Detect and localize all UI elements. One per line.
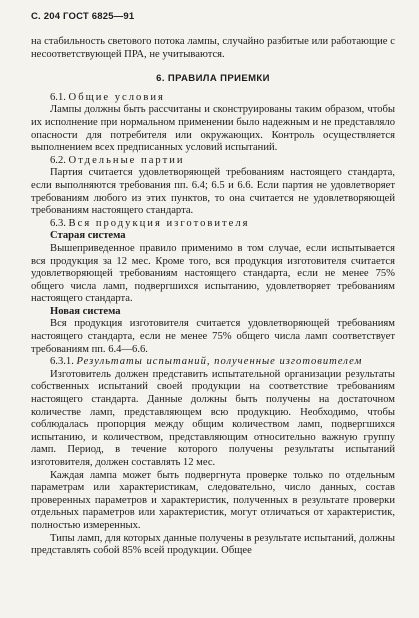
clause-6-3-1-paragraph-2: Каждая лампа может быть подвергнута проверке только по отдельным параметрам или характеристикам, следовательно, число данных, состав проверенных параметров и характеристик, полученных в результате проверки отдельных параметров или характеристик, могут отличаться от характеристик, полностью измеренных. <box>31 469 395 531</box>
clause-6-3-1-paragraph-1: Изготовитель должен представить испытательной организации результаты собственных испытаний своей продукции на соответствие требованиям настоящего стандарта. Данные должны быть получены на достаточном количестве ламп, представляющем всю продукцию. Необходимо, чтобы соблюдалась пропорция между общим количеством ламп, подвергшихся испытанию, и количеством, представляющим относительно важную группу ламп. Период, в течение которого получены результаты испытаний изготовителя, должен составлять 12 мес. <box>31 368 395 468</box>
clause-title: Результаты испытаний, полученные изготовителем <box>76 356 363 368</box>
clause-6-3-1-paragraph-3: Типы ламп, для которых данные получены в результате испытаний, должны представлять собой 85% всей продукции. Общее <box>31 532 395 557</box>
page-header: С. 204 ГОСТ 6825—91 <box>31 11 135 22</box>
clause-number: 6.1. <box>50 91 66 103</box>
clause-title: Отдельные партии <box>68 154 185 166</box>
clause-number: 6.3. <box>50 217 66 229</box>
clause-title: Общие условия <box>68 91 165 103</box>
old-system-text: Вышеприведенное правило применимо в том случае, если испытывается вся продукция за 12 мес. Кроме того, вся продукция изготовителя считается удовлетворяющей требованиям настоящего стандарта, если не менее 75% общего числа ламп, подвергшихся испытанию, удовлетворяет требованиям настоящего стандарта. <box>31 242 395 305</box>
clause-number: 6.2. <box>50 154 66 166</box>
clause-6-1-text: Лампы должны быть рассчитаны и сконструированы таким образом, чтобы их исполнение при нормальном применении было надежным и не представляло опасности для потребителя или окружающих. Контроль осуществляется выполнением всех предписанных условий испытаний. <box>31 104 395 154</box>
clause-6-3-1-heading <box>31 356 395 369</box>
clause-number: 6.3.1. <box>50 356 74 368</box>
intro-paragraph: на стабильность светового потока лампы, случайно разбитые или работающие с несоответствующей ПРА, не учитываются. <box>31 36 395 60</box>
clause-title: Вся продукция изготовителя <box>68 217 250 229</box>
clause-6-3-heading <box>31 218 395 231</box>
new-system-heading: Новая система <box>50 305 121 317</box>
clause-6-2-heading <box>31 155 395 168</box>
document-body <box>31 36 395 558</box>
old-system-heading: Старая система <box>50 230 126 242</box>
section-title: 6. ПРАВИЛА ПРИЕМКИ <box>156 73 270 85</box>
clause-6-2-text: Партия считается удовлетворяющей требованиям настоящего стандарта, если выполняются требования пп. 6.4; 6.5 и 6.6. Если партия не удовлетворяет требованиям любого из этих пунктов, то она считается не удовлетворяющей требованиям настоящего стандарта. <box>31 167 395 217</box>
clause-6-1-heading <box>31 92 395 105</box>
new-system-text: Вся продукция изготовителя считается удовлетворяющей требованиям настоящего стандарта, если не менее 75% общего числа ламп соответствует требованиям пп. 6.4—6.6. <box>31 318 395 355</box>
